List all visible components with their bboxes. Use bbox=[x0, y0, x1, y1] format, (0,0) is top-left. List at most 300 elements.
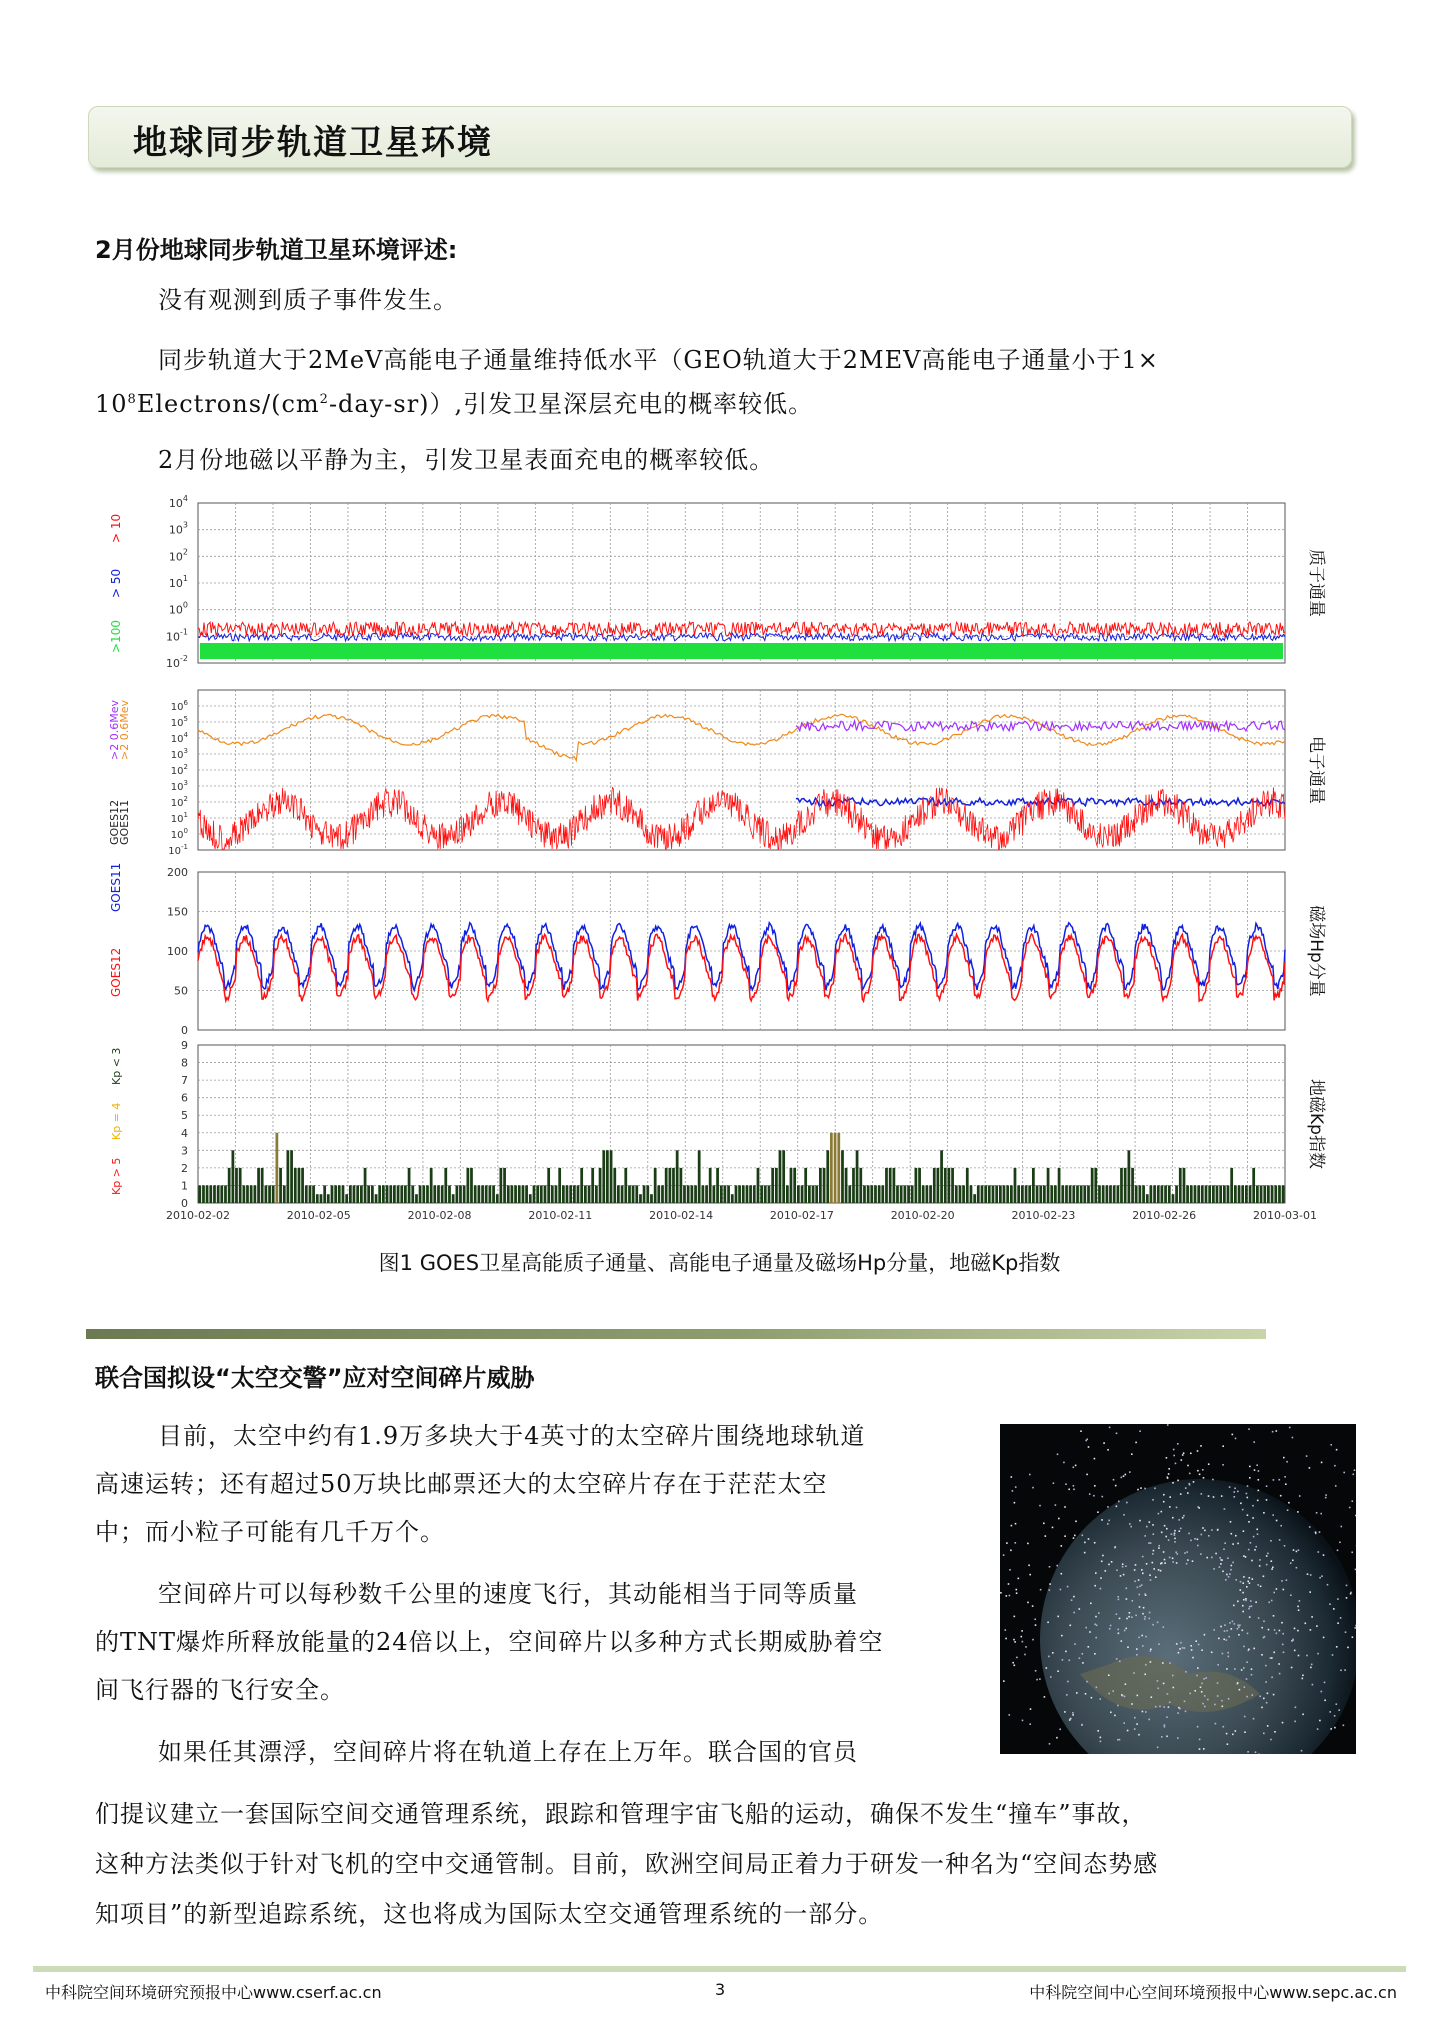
kp-bar bbox=[760, 1185, 763, 1203]
debris-dot bbox=[1016, 1592, 1018, 1594]
debris-dot bbox=[1079, 1608, 1081, 1610]
debris-dot bbox=[1067, 1586, 1069, 1588]
debris-dot bbox=[1131, 1453, 1133, 1455]
kp-bar bbox=[356, 1185, 359, 1203]
debris-dot bbox=[1186, 1563, 1188, 1565]
debris-dot bbox=[1273, 1652, 1275, 1654]
debris-dot bbox=[1050, 1676, 1052, 1678]
debris-dot bbox=[1169, 1557, 1171, 1559]
debris-dot bbox=[1074, 1535, 1076, 1537]
kp-bar bbox=[933, 1168, 936, 1203]
debris-dot bbox=[1075, 1521, 1077, 1523]
debris-dot bbox=[1256, 1529, 1258, 1531]
debris-dot bbox=[1153, 1568, 1155, 1570]
debris-dot bbox=[1283, 1589, 1285, 1591]
debris-dot bbox=[1261, 1654, 1263, 1656]
debris-dot bbox=[1242, 1509, 1244, 1511]
debris-dot bbox=[1134, 1728, 1136, 1730]
debris-dot bbox=[1049, 1583, 1051, 1585]
kp-bar bbox=[1168, 1185, 1171, 1203]
debris-dot bbox=[1035, 1670, 1037, 1672]
debris-dot bbox=[1258, 1470, 1260, 1472]
debris-dot bbox=[1044, 1696, 1046, 1698]
kp-bar bbox=[716, 1168, 719, 1203]
debris-dot bbox=[1072, 1712, 1074, 1714]
debris-dot bbox=[1234, 1668, 1236, 1670]
kp-bar bbox=[1223, 1185, 1226, 1203]
kp-bar bbox=[834, 1133, 837, 1203]
debris-dot bbox=[1117, 1739, 1119, 1741]
debris-dot bbox=[1222, 1653, 1224, 1655]
debris-dot bbox=[1141, 1635, 1143, 1637]
x-tick-label: 2010-02-23 bbox=[1011, 1209, 1076, 1222]
debris-dot bbox=[1071, 1599, 1073, 1601]
kp-bar bbox=[797, 1185, 800, 1203]
debris-dot bbox=[1240, 1581, 1242, 1583]
debris-dot bbox=[1174, 1538, 1176, 1540]
kp-bar bbox=[1113, 1185, 1116, 1203]
kp-bar bbox=[584, 1185, 587, 1203]
kp-bar bbox=[261, 1168, 264, 1203]
debris-dot bbox=[1274, 1629, 1276, 1631]
debris-dot bbox=[1109, 1427, 1111, 1429]
debris-dot bbox=[1029, 1474, 1031, 1476]
debris-dot bbox=[1128, 1616, 1130, 1618]
debris-dot bbox=[1133, 1672, 1135, 1674]
debris-dot bbox=[1113, 1479, 1115, 1481]
kp-bar bbox=[441, 1185, 444, 1203]
debris-dot bbox=[1172, 1517, 1174, 1519]
debris-dot bbox=[1294, 1650, 1296, 1652]
debris-dot bbox=[1343, 1472, 1345, 1474]
kp-bar bbox=[915, 1168, 918, 1203]
debris-dot bbox=[1233, 1605, 1235, 1607]
debris-dot bbox=[1175, 1463, 1177, 1465]
kp-bar bbox=[878, 1185, 881, 1203]
kp-bar bbox=[1227, 1185, 1230, 1203]
debris-dot bbox=[1068, 1489, 1070, 1491]
debris-dot bbox=[1246, 1696, 1248, 1698]
kp-bar bbox=[1146, 1194, 1149, 1203]
kp-bar bbox=[327, 1194, 330, 1203]
kp-bar bbox=[298, 1168, 301, 1203]
debris-dot bbox=[1286, 1461, 1288, 1463]
debris-dot bbox=[1085, 1627, 1087, 1629]
debris-dot bbox=[1346, 1585, 1348, 1587]
kp-bar bbox=[951, 1168, 954, 1203]
debris-dot bbox=[1199, 1748, 1201, 1750]
debris-dot bbox=[1159, 1706, 1161, 1708]
debris-dot bbox=[1324, 1682, 1326, 1684]
tick-label: $10^5$ bbox=[170, 715, 188, 729]
debris-dot bbox=[1118, 1599, 1120, 1601]
debris-dot bbox=[1197, 1470, 1199, 1472]
x-tick-label: 2010-03-01 bbox=[1253, 1209, 1317, 1222]
debris-dot bbox=[1157, 1747, 1159, 1749]
debris-dot bbox=[1240, 1589, 1242, 1591]
debris-dot bbox=[1066, 1694, 1068, 1696]
debris-dot bbox=[1227, 1743, 1229, 1745]
debris-dot bbox=[1194, 1690, 1196, 1692]
footer-left-link[interactable]: 中科院空间环境研究预报中心www.cserf.ac.cn bbox=[45, 1983, 382, 2002]
debris-dot bbox=[1166, 1457, 1168, 1459]
debris-dot bbox=[1247, 1751, 1249, 1753]
debris-dot bbox=[1319, 1531, 1321, 1533]
debris-dot bbox=[1224, 1508, 1226, 1510]
debris-dot bbox=[1258, 1617, 1260, 1619]
debris-dot bbox=[1134, 1581, 1136, 1583]
tick-label: $10^2$ bbox=[168, 547, 188, 564]
debris-dot bbox=[1165, 1536, 1167, 1538]
kp-bar bbox=[213, 1185, 216, 1203]
kp-bar bbox=[433, 1185, 436, 1203]
debris-dot bbox=[1271, 1600, 1273, 1602]
kp-bar bbox=[224, 1185, 227, 1203]
debris-dot bbox=[1148, 1719, 1150, 1721]
article-para-3: 如果任其漂浮，空间碎片将在轨道上存在上万年。联合国的官员 bbox=[158, 1738, 858, 1766]
kp-bar bbox=[1021, 1185, 1024, 1203]
kp-bar bbox=[1017, 1185, 1020, 1203]
kp-bar bbox=[577, 1185, 580, 1203]
debris-dot bbox=[1237, 1543, 1239, 1545]
tick-label: $10^4$ bbox=[168, 495, 188, 510]
debris-dot bbox=[1167, 1424, 1169, 1426]
kp-bar bbox=[654, 1168, 657, 1203]
debris-dot bbox=[1166, 1736, 1168, 1738]
legend-proton-2: > 10 bbox=[109, 513, 123, 543]
tick-label: 200 bbox=[167, 866, 188, 879]
debris-dot bbox=[1282, 1644, 1284, 1646]
debris-dot bbox=[1158, 1643, 1160, 1645]
kp-bar bbox=[1186, 1185, 1189, 1203]
debris-dot bbox=[1056, 1737, 1058, 1739]
debris-dot bbox=[1014, 1616, 1016, 1618]
debris-dot bbox=[1327, 1584, 1329, 1586]
debris-dot bbox=[1231, 1565, 1233, 1567]
debris-dot bbox=[1276, 1520, 1278, 1522]
tick-label: 5 bbox=[181, 1109, 188, 1123]
debris-dot bbox=[1273, 1479, 1275, 1481]
debris-dot bbox=[1197, 1539, 1199, 1541]
kp-bar bbox=[624, 1168, 627, 1203]
debris-dot bbox=[1086, 1681, 1088, 1683]
debris-dot bbox=[1139, 1606, 1141, 1608]
kp-bar bbox=[599, 1168, 602, 1203]
kp-bar bbox=[661, 1185, 664, 1203]
debris-dot bbox=[1152, 1524, 1154, 1526]
kp-bar bbox=[801, 1185, 804, 1203]
kp-bar bbox=[727, 1185, 730, 1203]
debris-dot bbox=[1185, 1711, 1187, 1713]
kp-bar bbox=[621, 1185, 624, 1203]
debris-dot bbox=[1260, 1586, 1262, 1588]
figure-caption: 图1 GOES卫星高能质子通量、高能电子通量及磁场Hp分量，地磁Kp指数 bbox=[378, 1251, 1061, 1275]
debris-dot bbox=[1149, 1521, 1151, 1523]
debris-dot bbox=[1228, 1576, 1230, 1578]
debris-dot bbox=[1271, 1677, 1273, 1679]
debris-dot bbox=[1009, 1569, 1011, 1571]
kp-bar bbox=[404, 1185, 407, 1203]
tick-label: $10^2$ bbox=[170, 795, 188, 809]
kp-bar bbox=[1234, 1185, 1237, 1203]
debris-dot bbox=[1222, 1464, 1224, 1466]
debris-dot bbox=[1094, 1542, 1096, 1544]
debris-dot bbox=[1201, 1534, 1203, 1536]
x-tick-label: 2010-02-02 bbox=[166, 1209, 230, 1222]
kp-bar bbox=[1135, 1185, 1138, 1203]
debris-dot bbox=[1167, 1693, 1169, 1695]
debris-dot bbox=[1242, 1582, 1244, 1584]
tick-label: 0 bbox=[181, 1024, 188, 1037]
debris-dot bbox=[1172, 1558, 1174, 1560]
debris-dot bbox=[1073, 1489, 1075, 1491]
kp-bar bbox=[1083, 1185, 1086, 1203]
debris-dot bbox=[1100, 1737, 1102, 1739]
kp-bar bbox=[386, 1185, 389, 1203]
debris-dot bbox=[1297, 1630, 1299, 1632]
debris-dot bbox=[1060, 1589, 1062, 1591]
kp-bar bbox=[918, 1168, 921, 1203]
debris-dot bbox=[1163, 1683, 1165, 1685]
tick-label: 50 bbox=[174, 984, 188, 998]
debris-dot bbox=[1213, 1568, 1215, 1570]
debris-dot bbox=[1174, 1533, 1176, 1535]
kp-bar bbox=[1194, 1185, 1197, 1203]
debris-dot bbox=[1158, 1545, 1160, 1547]
tick-label: 7 bbox=[181, 1074, 188, 1088]
debris-dot bbox=[1149, 1612, 1151, 1614]
kp-bar bbox=[232, 1150, 235, 1203]
debris-dot bbox=[1257, 1584, 1259, 1586]
debris-dot bbox=[1126, 1502, 1128, 1504]
debris-dot bbox=[1276, 1430, 1278, 1432]
footer-rule bbox=[33, 1966, 1406, 1972]
tick-label: 150 bbox=[167, 905, 188, 919]
debris-dot bbox=[1021, 1636, 1023, 1638]
kp-bar bbox=[911, 1185, 914, 1203]
debris-dot bbox=[1152, 1553, 1154, 1555]
debris-dot bbox=[1181, 1459, 1183, 1461]
debris-dot bbox=[1118, 1633, 1120, 1635]
debris-dot bbox=[1012, 1662, 1014, 1664]
kp-bar bbox=[209, 1185, 212, 1203]
footer-right-link[interactable]: 中科院空间中心空间环境预报中心www.sepc.ac.cn bbox=[1029, 1983, 1397, 2002]
article-para-3-line-4: 知项目”的新型追踪系统，这也将成为国际太空交通管理系统的一部分。 bbox=[95, 1900, 884, 1928]
debris-dot bbox=[1142, 1613, 1144, 1615]
debris-dot bbox=[1248, 1521, 1250, 1523]
kp-bar bbox=[1003, 1185, 1006, 1203]
kp-bar bbox=[294, 1168, 297, 1203]
debris-dot bbox=[1144, 1593, 1146, 1595]
debris-dot bbox=[1192, 1657, 1194, 1659]
debris-dot bbox=[1298, 1549, 1300, 1551]
debris-dot bbox=[1175, 1552, 1177, 1554]
debris-dot bbox=[1032, 1487, 1034, 1489]
debris-dot bbox=[1015, 1523, 1017, 1525]
debris-dot bbox=[1321, 1691, 1323, 1693]
debris-dot bbox=[1117, 1705, 1119, 1707]
x-tick-label: 2010-02-20 bbox=[890, 1209, 955, 1222]
debris-dot bbox=[1208, 1495, 1210, 1497]
debris-dot bbox=[1255, 1546, 1257, 1548]
debris-dot bbox=[1139, 1594, 1141, 1596]
debris-dot bbox=[1095, 1637, 1097, 1639]
debris-dot bbox=[1126, 1588, 1128, 1590]
debris-dot bbox=[1219, 1557, 1221, 1559]
debris-dot bbox=[1141, 1584, 1143, 1586]
debris-dot bbox=[1355, 1625, 1356, 1627]
debris-dot bbox=[1355, 1515, 1356, 1517]
debris-dot bbox=[1247, 1497, 1249, 1499]
debris-dot bbox=[1116, 1613, 1118, 1615]
debris-dot bbox=[1306, 1655, 1308, 1657]
debris-dot bbox=[1255, 1751, 1257, 1753]
debris-dot bbox=[1064, 1535, 1066, 1537]
kp-bar bbox=[1087, 1185, 1090, 1203]
debris-dot bbox=[1177, 1480, 1179, 1482]
debris-dot bbox=[1136, 1648, 1138, 1650]
debris-dot bbox=[1289, 1427, 1291, 1429]
debris-dot bbox=[1021, 1630, 1023, 1632]
debris-dot bbox=[1319, 1720, 1321, 1722]
debris-dot bbox=[1163, 1626, 1165, 1628]
kp-bar bbox=[334, 1185, 337, 1203]
debris-dot bbox=[1261, 1707, 1263, 1709]
debris-dot bbox=[1100, 1698, 1102, 1700]
debris-dot bbox=[1172, 1561, 1174, 1563]
kp-bar bbox=[1238, 1185, 1241, 1203]
debris-dot bbox=[1203, 1477, 1205, 1479]
kp-bar bbox=[672, 1168, 675, 1203]
debris-dot bbox=[1157, 1622, 1159, 1624]
debris-dot bbox=[1340, 1617, 1342, 1619]
debris-dot bbox=[1243, 1599, 1245, 1601]
debris-dot bbox=[1204, 1530, 1206, 1532]
kp-bar bbox=[720, 1185, 723, 1203]
debris-dot bbox=[1288, 1502, 1290, 1504]
review-paragraph-1: 没有观测到质子事件发生。 bbox=[158, 286, 458, 314]
kp-bar bbox=[657, 1185, 660, 1203]
debris-dot bbox=[1100, 1588, 1102, 1590]
tick-label: 3 bbox=[181, 1144, 188, 1158]
debris-dot bbox=[1095, 1572, 1097, 1574]
debris-dot bbox=[1134, 1569, 1136, 1571]
kp-bar bbox=[665, 1168, 668, 1203]
debris-dot bbox=[1354, 1627, 1356, 1629]
debris-dot bbox=[1065, 1483, 1067, 1485]
kp-bar bbox=[632, 1185, 635, 1203]
kp-bar bbox=[511, 1185, 514, 1203]
tick-label: $10^4$ bbox=[170, 731, 188, 745]
kp-bar bbox=[331, 1185, 334, 1203]
debris-dot bbox=[1213, 1496, 1215, 1498]
debris-dot bbox=[1199, 1474, 1201, 1476]
debris-dot bbox=[1048, 1656, 1050, 1658]
review-paragraph-2-cont: $10^8Electrons/(cm^2-day-sr)$）,引发卫星深层充电的概率较低。 bbox=[95, 390, 814, 418]
debris-dot bbox=[1235, 1438, 1237, 1440]
debris-dot bbox=[1082, 1653, 1084, 1655]
debris-dot bbox=[1108, 1520, 1110, 1522]
debris-dot bbox=[1070, 1718, 1072, 1720]
kp-bar bbox=[1282, 1185, 1285, 1203]
debris-dot bbox=[1341, 1526, 1343, 1528]
debris-dot bbox=[1102, 1555, 1104, 1557]
kp-bar bbox=[364, 1168, 367, 1203]
kp-bar bbox=[768, 1185, 771, 1203]
debris-dot bbox=[1280, 1525, 1282, 1527]
debris-dot bbox=[1301, 1750, 1303, 1752]
tick-label: 0 bbox=[181, 1197, 188, 1210]
debris-dot bbox=[1003, 1680, 1005, 1682]
debris-dot bbox=[1319, 1577, 1321, 1579]
debris-dot bbox=[1116, 1569, 1118, 1571]
debris-dot bbox=[1123, 1514, 1125, 1516]
debris-dot bbox=[1145, 1636, 1147, 1638]
debris-dot bbox=[1252, 1517, 1254, 1519]
debris-dot bbox=[1039, 1678, 1041, 1680]
kp-bar bbox=[430, 1168, 433, 1203]
debris-dot bbox=[1182, 1454, 1184, 1456]
debris-dot bbox=[1222, 1445, 1224, 1447]
review-paragraph-3: 2月份地磁以平静为主，引发卫星表面充电的概率较低。 bbox=[158, 446, 775, 474]
kp-bar bbox=[522, 1185, 525, 1203]
kp-bar bbox=[1267, 1185, 1270, 1203]
debris-dot bbox=[1146, 1563, 1148, 1565]
kp-bar bbox=[452, 1194, 455, 1203]
debris-dot bbox=[1089, 1631, 1091, 1633]
debris-dot bbox=[1324, 1700, 1326, 1702]
article-para-2: 空间碎片可以每秒数千公里的速度飞行，其动能相当于同等质量 bbox=[158, 1580, 858, 1608]
debris-dot bbox=[1122, 1563, 1124, 1565]
kp-bar bbox=[536, 1185, 539, 1203]
debris-dot bbox=[1136, 1723, 1138, 1725]
kp-bar bbox=[243, 1185, 246, 1203]
debris-dot bbox=[1084, 1542, 1086, 1544]
article-para-1: 目前，太空中约有1.9万多块大于4英寸的太空碎片围绕地球轨道 bbox=[158, 1422, 866, 1450]
kp-bar bbox=[779, 1150, 782, 1203]
debris-dot bbox=[1287, 1509, 1289, 1511]
kp-bar bbox=[1252, 1168, 1255, 1203]
debris-dot bbox=[1073, 1537, 1075, 1539]
debris-dot bbox=[1189, 1693, 1191, 1695]
kp-bar bbox=[250, 1185, 253, 1203]
debris-dot bbox=[1178, 1519, 1180, 1521]
kp-bar bbox=[617, 1185, 620, 1203]
debris-dot bbox=[1286, 1579, 1288, 1581]
kp-bar bbox=[478, 1185, 481, 1203]
debris-dot bbox=[1302, 1675, 1304, 1677]
debris-dot bbox=[1253, 1441, 1255, 1443]
debris-dot bbox=[1253, 1536, 1255, 1538]
debris-dot bbox=[1129, 1523, 1131, 1525]
debris-dot bbox=[1197, 1506, 1199, 1508]
kp-bar bbox=[349, 1185, 352, 1203]
debris-dot bbox=[1336, 1449, 1338, 1451]
kp-bar bbox=[268, 1185, 271, 1203]
debris-dot bbox=[1323, 1554, 1325, 1556]
debris-dot bbox=[1267, 1725, 1269, 1727]
kp-bar bbox=[375, 1194, 378, 1203]
kp-bar bbox=[1047, 1168, 1050, 1203]
debris-dot bbox=[1263, 1576, 1265, 1578]
debris-dot bbox=[1337, 1598, 1339, 1600]
debris-dot bbox=[1024, 1654, 1026, 1656]
debris-dot bbox=[1182, 1647, 1184, 1649]
debris-dot bbox=[1139, 1430, 1141, 1432]
tick-label: $10^3$ bbox=[170, 779, 188, 793]
debris-dot bbox=[1180, 1493, 1182, 1495]
kp-bar bbox=[1025, 1185, 1028, 1203]
